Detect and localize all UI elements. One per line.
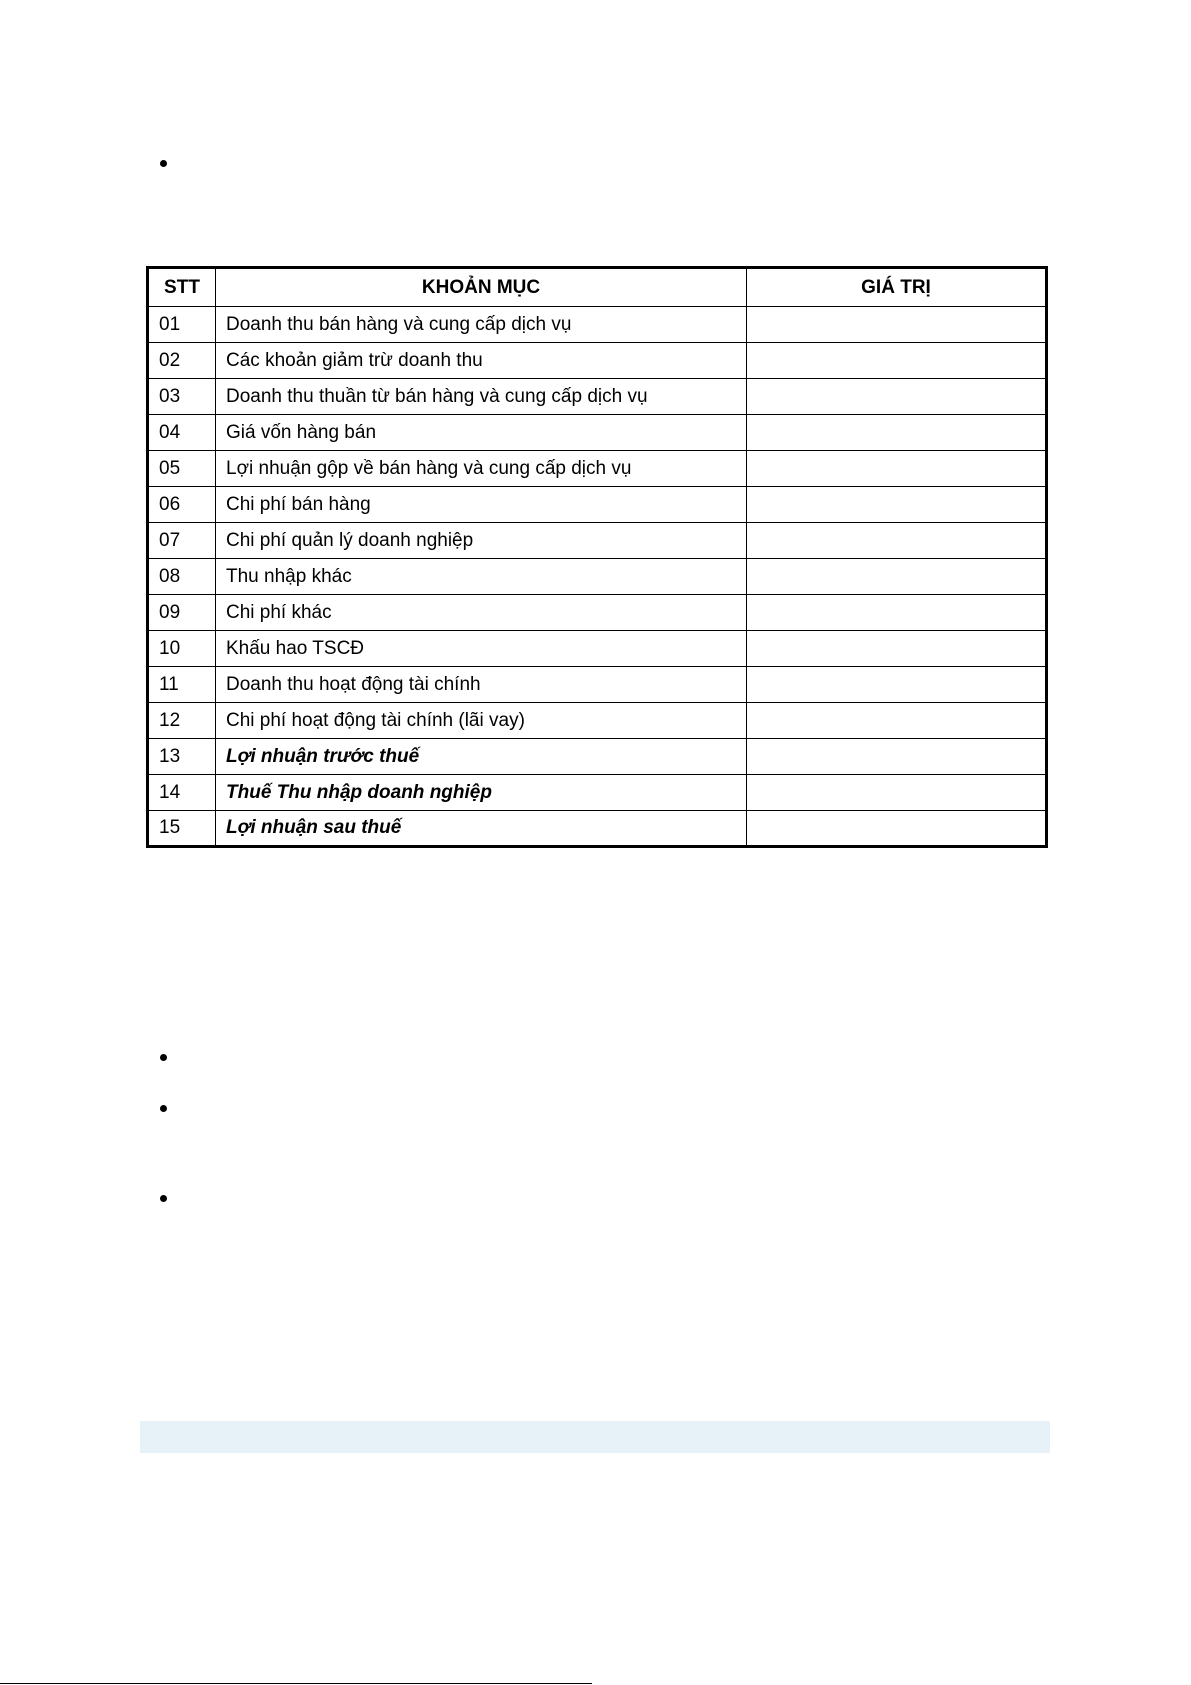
table-row	[148, 703, 1047, 739]
row-item-label: Doanh thu thuần từ bán hàng và cung cấp dịch vụ	[216, 379, 747, 415]
row-value-cell	[747, 415, 1047, 451]
row-number: 06	[148, 487, 216, 523]
row-number: 15	[148, 811, 216, 847]
row-number: 05	[148, 451, 216, 487]
row-number: 10	[148, 631, 216, 667]
table-row	[148, 487, 1047, 523]
row-value-cell	[747, 559, 1047, 595]
row-item-label: Các khoản giảm trừ doanh thu	[216, 343, 747, 379]
row-item-label: Khấu hao TSCĐ	[216, 631, 747, 667]
header-value: GIÁ TRỊ	[747, 268, 1047, 307]
row-value-cell	[747, 703, 1047, 739]
row-item-label: Lợi nhuận trước thuế	[216, 739, 747, 775]
row-item-label: Doanh thu bán hàng và cung cấp dịch vụ	[216, 307, 747, 343]
row-number: 07	[148, 523, 216, 559]
row-number: 04	[148, 415, 216, 451]
row-number: 12	[148, 703, 216, 739]
table-row	[148, 775, 1047, 811]
row-value-cell	[747, 739, 1047, 775]
row-value-cell	[747, 487, 1047, 523]
header-stt: STT	[148, 268, 216, 307]
row-value-cell	[747, 523, 1047, 559]
row-value-cell	[747, 379, 1047, 415]
bullet-point	[160, 1054, 167, 1061]
row-item-label: Giá vốn hàng bán	[216, 415, 747, 451]
row-value-cell	[747, 667, 1047, 703]
income-statement-table	[146, 266, 1048, 848]
row-value-cell	[747, 343, 1047, 379]
table-row	[148, 595, 1047, 631]
table-row	[148, 667, 1047, 703]
row-item-label: Thu nhập khác	[216, 559, 747, 595]
row-number: 09	[148, 595, 216, 631]
bullet-point	[160, 160, 167, 167]
row-item-label: Lợi nhuận sau thuế	[216, 811, 747, 847]
row-number: 03	[148, 379, 216, 415]
row-number: 14	[148, 775, 216, 811]
shaded-band	[140, 1421, 1050, 1453]
row-value-cell	[747, 595, 1047, 631]
footnote-separator	[0, 1683, 592, 1684]
table-row	[148, 739, 1047, 775]
row-item-label: Chi phí bán hàng	[216, 487, 747, 523]
header-item: KHOẢN MỤC	[216, 268, 747, 307]
row-item-label: Chi phí khác	[216, 595, 747, 631]
table-row	[148, 415, 1047, 451]
table-body	[148, 307, 1047, 847]
row-number: 01	[148, 307, 216, 343]
table-row	[148, 811, 1047, 847]
row-number: 11	[148, 667, 216, 703]
row-item-label: Chi phí quản lý doanh nghiệp	[216, 523, 747, 559]
row-item-label: Chi phí hoạt động tài chính (lãi vay)	[216, 703, 747, 739]
bullet-point	[160, 1195, 167, 1202]
row-item-label: Lợi nhuận gộp về bán hàng và cung cấp dịch vụ	[216, 451, 747, 487]
table-row	[148, 523, 1047, 559]
table-row	[148, 559, 1047, 595]
row-value-cell	[747, 811, 1047, 847]
table-row	[148, 379, 1047, 415]
table-row	[148, 307, 1047, 343]
row-number: 13	[148, 739, 216, 775]
table-row	[148, 631, 1047, 667]
table-header-row	[148, 268, 1047, 307]
table-row	[148, 451, 1047, 487]
row-value-cell	[747, 631, 1047, 667]
row-number: 08	[148, 559, 216, 595]
row-value-cell	[747, 775, 1047, 811]
row-value-cell	[747, 451, 1047, 487]
row-item-label: Thuế Thu nhập doanh nghiệp	[216, 775, 747, 811]
bullet-point	[160, 1105, 167, 1112]
table-row	[148, 343, 1047, 379]
row-value-cell	[747, 307, 1047, 343]
row-number: 02	[148, 343, 216, 379]
row-item-label: Doanh thu hoạt động tài chính	[216, 667, 747, 703]
